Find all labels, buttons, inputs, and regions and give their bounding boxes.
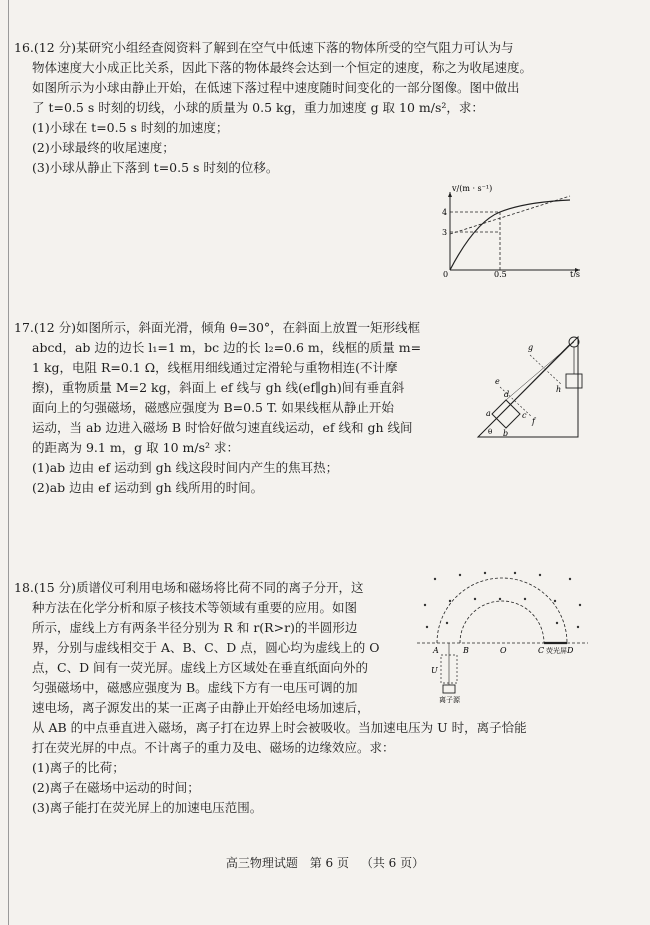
- q17-line: 17.(12 分)如图所示，斜面光滑，倾角 θ=30°，在斜面上放置一矩形线框: [14, 320, 421, 335]
- q16-line: 了 t=0.5 s 时刻的切线，小球的质量为 0.5 kg，重力加速度 g 取 10 m/s²，求：: [32, 100, 484, 115]
- label-A: A: [433, 646, 439, 655]
- label-theta: θ: [488, 428, 493, 436]
- q16-line: 物体速度大小成正比关系，因此下落的物体最终会达到一个恒定的速度，称之为收尾速度。: [32, 60, 533, 75]
- label-e: e: [495, 377, 500, 386]
- q18-line: 从 AB 的中点垂直进入磁场，离子打在边界上时会被吸收。当加速电压为 U 时，离子恰能: [32, 720, 527, 735]
- q18-sub: (1)离子的比荷；: [32, 760, 125, 775]
- y-tick: 3: [442, 228, 448, 237]
- q17-line: 面向上的匀强磁场，磁感应强度为 B=0.5 T. 如果线框从静止开始: [32, 400, 394, 415]
- x-tick: 0: [443, 270, 449, 277]
- label-B: B: [463, 646, 469, 655]
- label-O: O: [500, 646, 507, 655]
- q18-line: 所示，虚线上方有两条半径分别为 R 和 r(R>r)的半圆形边: [32, 620, 358, 635]
- question-16: [14, 38, 634, 178]
- label-f: f: [532, 417, 535, 426]
- q17-line: 运动，当 ab 边进入磁场 B 时恰好做匀速直线运动，ef 线和 gh 线间: [32, 420, 413, 435]
- source-label: 离子源: [439, 696, 460, 704]
- screen-label: 荧光屏: [546, 647, 567, 655]
- mass-spectrometer-diagram: [415, 565, 590, 705]
- q18-line: 种方法在化学分析和原子核技术等领域有重要的应用。如图: [32, 600, 358, 615]
- q17-sub: (2)ab 边由 ef 运动到 gh 线所用的时间。: [32, 480, 264, 495]
- label-C: C: [538, 646, 545, 655]
- q16-sub: (2)小球最终的收尾速度；: [32, 140, 175, 155]
- page-footer: [0, 854, 650, 871]
- label-c: c: [522, 411, 527, 420]
- q17-line: abcd，ab 边的边长 l₁=1 m，bc 边的长 l₂=0.6 m，线框的质量 m=: [32, 340, 422, 355]
- q17-line: 的距离为 9.1 m，g 取 10 m/s² 求：: [32, 440, 239, 455]
- velocity-time-graph: [430, 182, 590, 277]
- footer-title: 高三物理试题: [225, 856, 298, 870]
- label-U: U: [431, 666, 438, 675]
- q16-line: 如图所示为小球由静止开始，在低速下落过程中速度随时间变化的一部分图像。图中做出: [32, 80, 520, 95]
- q17-line: 擦)，重物质量 M=2 kg，斜面上 ef 线与 gh 线(ef∥gh)间有垂直斜: [32, 380, 405, 395]
- q18-line: 匀强磁场中，磁感应强度为 B。虚线下方有一电压可调的加: [32, 680, 358, 695]
- label-h: h: [556, 385, 562, 394]
- q16-sub: (1)小球在 t=0.5 s 时刻的加速度；: [32, 120, 229, 135]
- graph-xlabel: t/s: [570, 270, 581, 277]
- footer-page: 第 6 页: [309, 856, 349, 870]
- q18-line: 18.(15 分)质谱仪可利用电场和磁场将比荷不同的离子分开，这: [14, 580, 364, 595]
- label-d: d: [504, 390, 510, 399]
- incline-frame-diagram: [470, 322, 590, 442]
- q18-sub: (3)离子能打在荧光屏上的加速电压范围。: [32, 800, 263, 815]
- q16-line: 16.(12 分)某研究小组经查阅资料了解到在空气中低速下落的物体所受的空气阻力可认为与: [14, 40, 514, 55]
- label-b: b: [503, 429, 509, 438]
- q18-line: 打在荧光屏的中点。不计离子的重力及电、磁场的边缘效应。求：: [32, 740, 395, 755]
- y-tick: 4: [442, 208, 448, 217]
- q17-sub: (1)ab 边由 ef 运动到 gh 线这段时间内产生的焦耳热；: [32, 460, 339, 475]
- q18-line: 速电场，离子源发出的某一正离子由静止开始经电场加速后，: [32, 700, 370, 715]
- graph-ylabel: v/(m · s⁻¹): [452, 184, 493, 193]
- page-margin-rule: [8, 0, 9, 925]
- x-tick: 0.5: [494, 270, 507, 277]
- q16-sub: (3)小球从静止下落到 t=0.5 s 时刻的位移。: [32, 160, 279, 175]
- q18-line: 界，分别与虚线相交于 A、B、C、D 点，圆心均为虚线上的 O: [32, 640, 380, 655]
- q18-sub: (2)离子在磁场中运动的时间；: [32, 780, 200, 795]
- label-a: a: [486, 409, 491, 418]
- label-g: g: [528, 343, 534, 352]
- footer-total: （共 6 页）: [360, 856, 425, 870]
- q17-line: 1 kg，电阻 R=0.1 Ω，线框用细线通过定滑轮与重物相连(不计摩: [32, 360, 398, 375]
- label-D: D: [567, 646, 574, 655]
- q18-line: 点，C、D 间有一荧光屏。虚线上方区域处在垂直纸面向外的: [32, 660, 369, 675]
